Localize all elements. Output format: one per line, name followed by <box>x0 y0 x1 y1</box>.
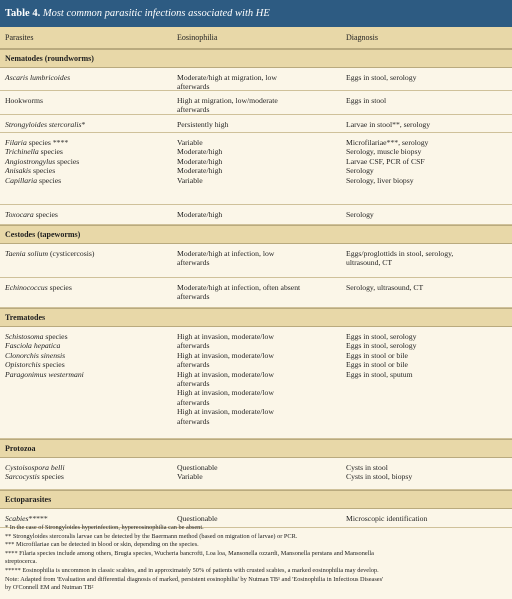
eosinophilia-text: Moderate/high <box>177 166 223 176</box>
eosinophilia-text: afterwards <box>177 397 210 407</box>
eosinophilia-text: afterwards <box>177 258 210 268</box>
cell-eosinophilia <box>177 73 337 92</box>
cell-parasite <box>5 210 170 219</box>
diagnosis-text: Serology, ultrasound, CT <box>346 283 424 292</box>
footnote: by O'Connell EM and Nutman TB² <box>5 584 94 592</box>
diagnosis-text: Eggs/proglottids in stool, serology, <box>346 249 454 258</box>
diagnosis-text: Serology <box>346 166 374 176</box>
footnote: Note: Adapted from 'Evaluation and differential diagnosis of marked, persistent eosinophilia' by Nutman TB¹ and 'Eosinophilia in Infectious Diseases' <box>5 575 384 583</box>
cell-eosinophilia <box>177 249 337 268</box>
eosinophilia-text: afterwards <box>177 360 210 370</box>
cell-parasite <box>5 249 170 258</box>
cell-eosinophilia <box>177 120 337 129</box>
cell-diagnosis <box>346 120 508 129</box>
eosinophilia-text: Variable <box>177 175 203 185</box>
header-diagnosis: Diagnosis <box>346 33 378 42</box>
cell-eosinophilia <box>177 332 337 426</box>
eosinophilia-text: High at invasion, moderate/low <box>177 388 274 398</box>
cell-parasite <box>5 514 170 523</box>
footnote: ** Strongyloides stercoralis larvae can be detected by the Baermann method (based on migration of larvae) or PCR. <box>5 532 298 540</box>
eosinophilia-text: afterwards <box>177 82 210 92</box>
section-header: Nematodes (roundworms) <box>0 49 512 68</box>
eosinophilia-text: Moderate/high at infection, low <box>177 249 275 258</box>
parasite-name: Hookworms <box>5 96 44 105</box>
cell-diagnosis <box>346 96 508 105</box>
parasite-name: Paragonimus westermani <box>5 369 84 379</box>
parasite-name: Angiostrongylus species <box>5 156 80 166</box>
diagnosis-text: Eggs in stool, serology <box>346 341 417 351</box>
diagnosis-text: ultrasound, CT <box>346 258 393 268</box>
table-row <box>0 458 512 490</box>
diagnosis-text: Larvae in stool**, serology <box>346 120 431 129</box>
eosinophilia-text: Moderate/high at migration, low <box>177 73 277 82</box>
eosinophilia-text: Moderate/high <box>177 210 223 219</box>
eosinophilia-text: High at invasion, moderate/low <box>177 407 274 417</box>
table-title <box>0 0 512 27</box>
cell-diagnosis <box>346 73 508 82</box>
parasite-name: Strongyloides stercoralis* <box>5 120 86 129</box>
eosinophilia-text: afterwards <box>177 292 210 302</box>
eosinophilia-text: afterwards <box>177 416 210 426</box>
cell-eosinophilia <box>177 138 337 185</box>
cell-parasite <box>5 463 170 482</box>
table-label: Table 4. <box>5 8 41 19</box>
cell-parasite <box>5 138 170 185</box>
diagnosis-text: Eggs in stool or bile <box>346 350 408 360</box>
eosinophilia-text: afterwards <box>177 379 210 389</box>
cell-diagnosis <box>346 332 508 379</box>
section-header: Cestodes (tapeworms) <box>0 225 512 244</box>
eosinophilia-text: Questionable <box>177 463 218 472</box>
parasite-name: Schistosoma species <box>5 332 68 341</box>
cell-diagnosis <box>346 249 508 268</box>
diagnosis-text: Larvae CSF, PCR of CSF <box>346 156 425 166</box>
cell-parasite <box>5 332 170 379</box>
diagnosis-text: Eggs in stool, serology <box>346 332 417 341</box>
cell-diagnosis <box>346 210 508 219</box>
diagnosis-text: Serology <box>346 210 374 219</box>
eosinophilia-text: Persistently high <box>177 120 229 129</box>
footnote: ***** Eosinophilia is uncommon in classic scabies, and in approximately 50% of patients with crusted scabies, a marked eosinophilia may develop. <box>5 566 379 574</box>
table-row <box>0 278 512 308</box>
eosinophilia-text: Moderate/high <box>177 156 223 166</box>
cell-parasite <box>5 283 170 292</box>
eosinophilia-text: Variable <box>177 472 203 482</box>
parasite-name: Echinococcus species <box>5 283 72 292</box>
eosinophilia-text: High at invasion, moderate/low <box>177 332 274 341</box>
footnote: *** Microfilariae can be detected in blood or skin, depending on the species. <box>5 541 199 549</box>
parasite-name: Taenia solium (cysticercosis) <box>5 249 95 258</box>
eosinophilia-text: High at migration, low/moderate <box>177 96 278 105</box>
table-caption: Most common parasitic infections associated with HE <box>42 8 270 19</box>
header-eosinophilia: Eosinophilia <box>177 33 218 42</box>
table-row <box>0 244 512 278</box>
cell-eosinophilia <box>177 96 337 115</box>
parasite-name: Anisakis species <box>5 166 56 176</box>
table-body <box>0 49 512 528</box>
eosinophilia-text: Questionable <box>177 514 218 523</box>
diagnosis-text: Eggs in stool <box>346 96 387 105</box>
cell-diagnosis <box>346 463 508 482</box>
section-header: Ectoparasites <box>0 490 512 509</box>
parasite-name: Trichinella species <box>5 147 63 157</box>
parasite-name: Clonorchis sinensis <box>5 350 66 360</box>
cell-parasite <box>5 73 170 82</box>
parasite-name: Fasciola hepatica <box>5 341 61 351</box>
parasite-name: Filaria species **** <box>5 138 69 147</box>
diagnosis-text: Cysts in stool, biopsy <box>346 472 413 482</box>
cell-diagnosis <box>346 138 508 185</box>
column-header-row <box>0 27 512 49</box>
parasite-name: Sarcocystis species <box>5 472 64 482</box>
parasite-name: Toxocara species <box>5 210 58 219</box>
table-row <box>0 133 512 205</box>
eosinophilia-text: Variable <box>177 138 203 147</box>
diagnosis-text: Cysts in stool <box>346 463 388 472</box>
diagnosis-text: Microscopic identification <box>346 514 428 523</box>
parasite-name: Cystoisospora belli <box>5 463 65 472</box>
section-header: Protozoa <box>0 439 512 458</box>
footnote: **** Filaria species include among others, Brugia species, Wucheria bancrofti, Loa loa, Mansonella ozzardi, Mansonella perstans and Mansonella <box>5 549 374 557</box>
section-header: Trematodes <box>0 308 512 327</box>
cell-diagnosis <box>346 514 508 523</box>
footnote: * In the case of Strongyloides hyperinfection, hypereosinophilia can be absent. <box>5 524 204 531</box>
footnote: streptocerca. <box>5 558 37 566</box>
cell-diagnosis <box>346 283 508 292</box>
eosinophilia-text: afterwards <box>177 105 210 115</box>
cell-eosinophilia <box>177 514 337 523</box>
parasite-name: Scabies***** <box>5 514 48 523</box>
table-row <box>0 327 512 439</box>
diagnosis-text: Eggs in stool, sputum <box>346 369 413 379</box>
table-row <box>0 68 512 91</box>
cell-eosinophilia <box>177 210 337 219</box>
table-row <box>0 115 512 133</box>
table-row <box>0 205 512 225</box>
eosinophilia-text: Moderate/high <box>177 147 223 157</box>
cell-eosinophilia <box>177 283 337 302</box>
parasite-name: Capillaria species <box>5 175 62 185</box>
cell-eosinophilia <box>177 463 337 482</box>
cell-parasite <box>5 120 170 129</box>
diagnosis-text: Eggs in stool, serology <box>346 73 417 82</box>
header-parasites: Parasites <box>5 33 34 42</box>
eosinophilia-text: afterwards <box>177 341 210 351</box>
diagnosis-text: Serology, muscle biopsy <box>346 147 422 157</box>
eosinophilia-text: Moderate/high at infection, often absent <box>177 283 301 292</box>
parasite-name: Ascaris lumbricoides <box>5 73 71 82</box>
eosinophilia-text: High at invasion, moderate/low <box>177 369 274 379</box>
diagnosis-text: Serology, liver biopsy <box>346 175 414 185</box>
diagnosis-text: Eggs in stool or bile <box>346 360 408 370</box>
eosinophilia-text: High at invasion, moderate/low <box>177 350 274 360</box>
footnotes <box>5 524 507 593</box>
cell-parasite <box>5 96 170 105</box>
table-row <box>0 91 512 115</box>
parasite-name: Opistorchis species <box>5 360 65 370</box>
diagnosis-text: Microfilariae***, serology <box>346 138 429 147</box>
